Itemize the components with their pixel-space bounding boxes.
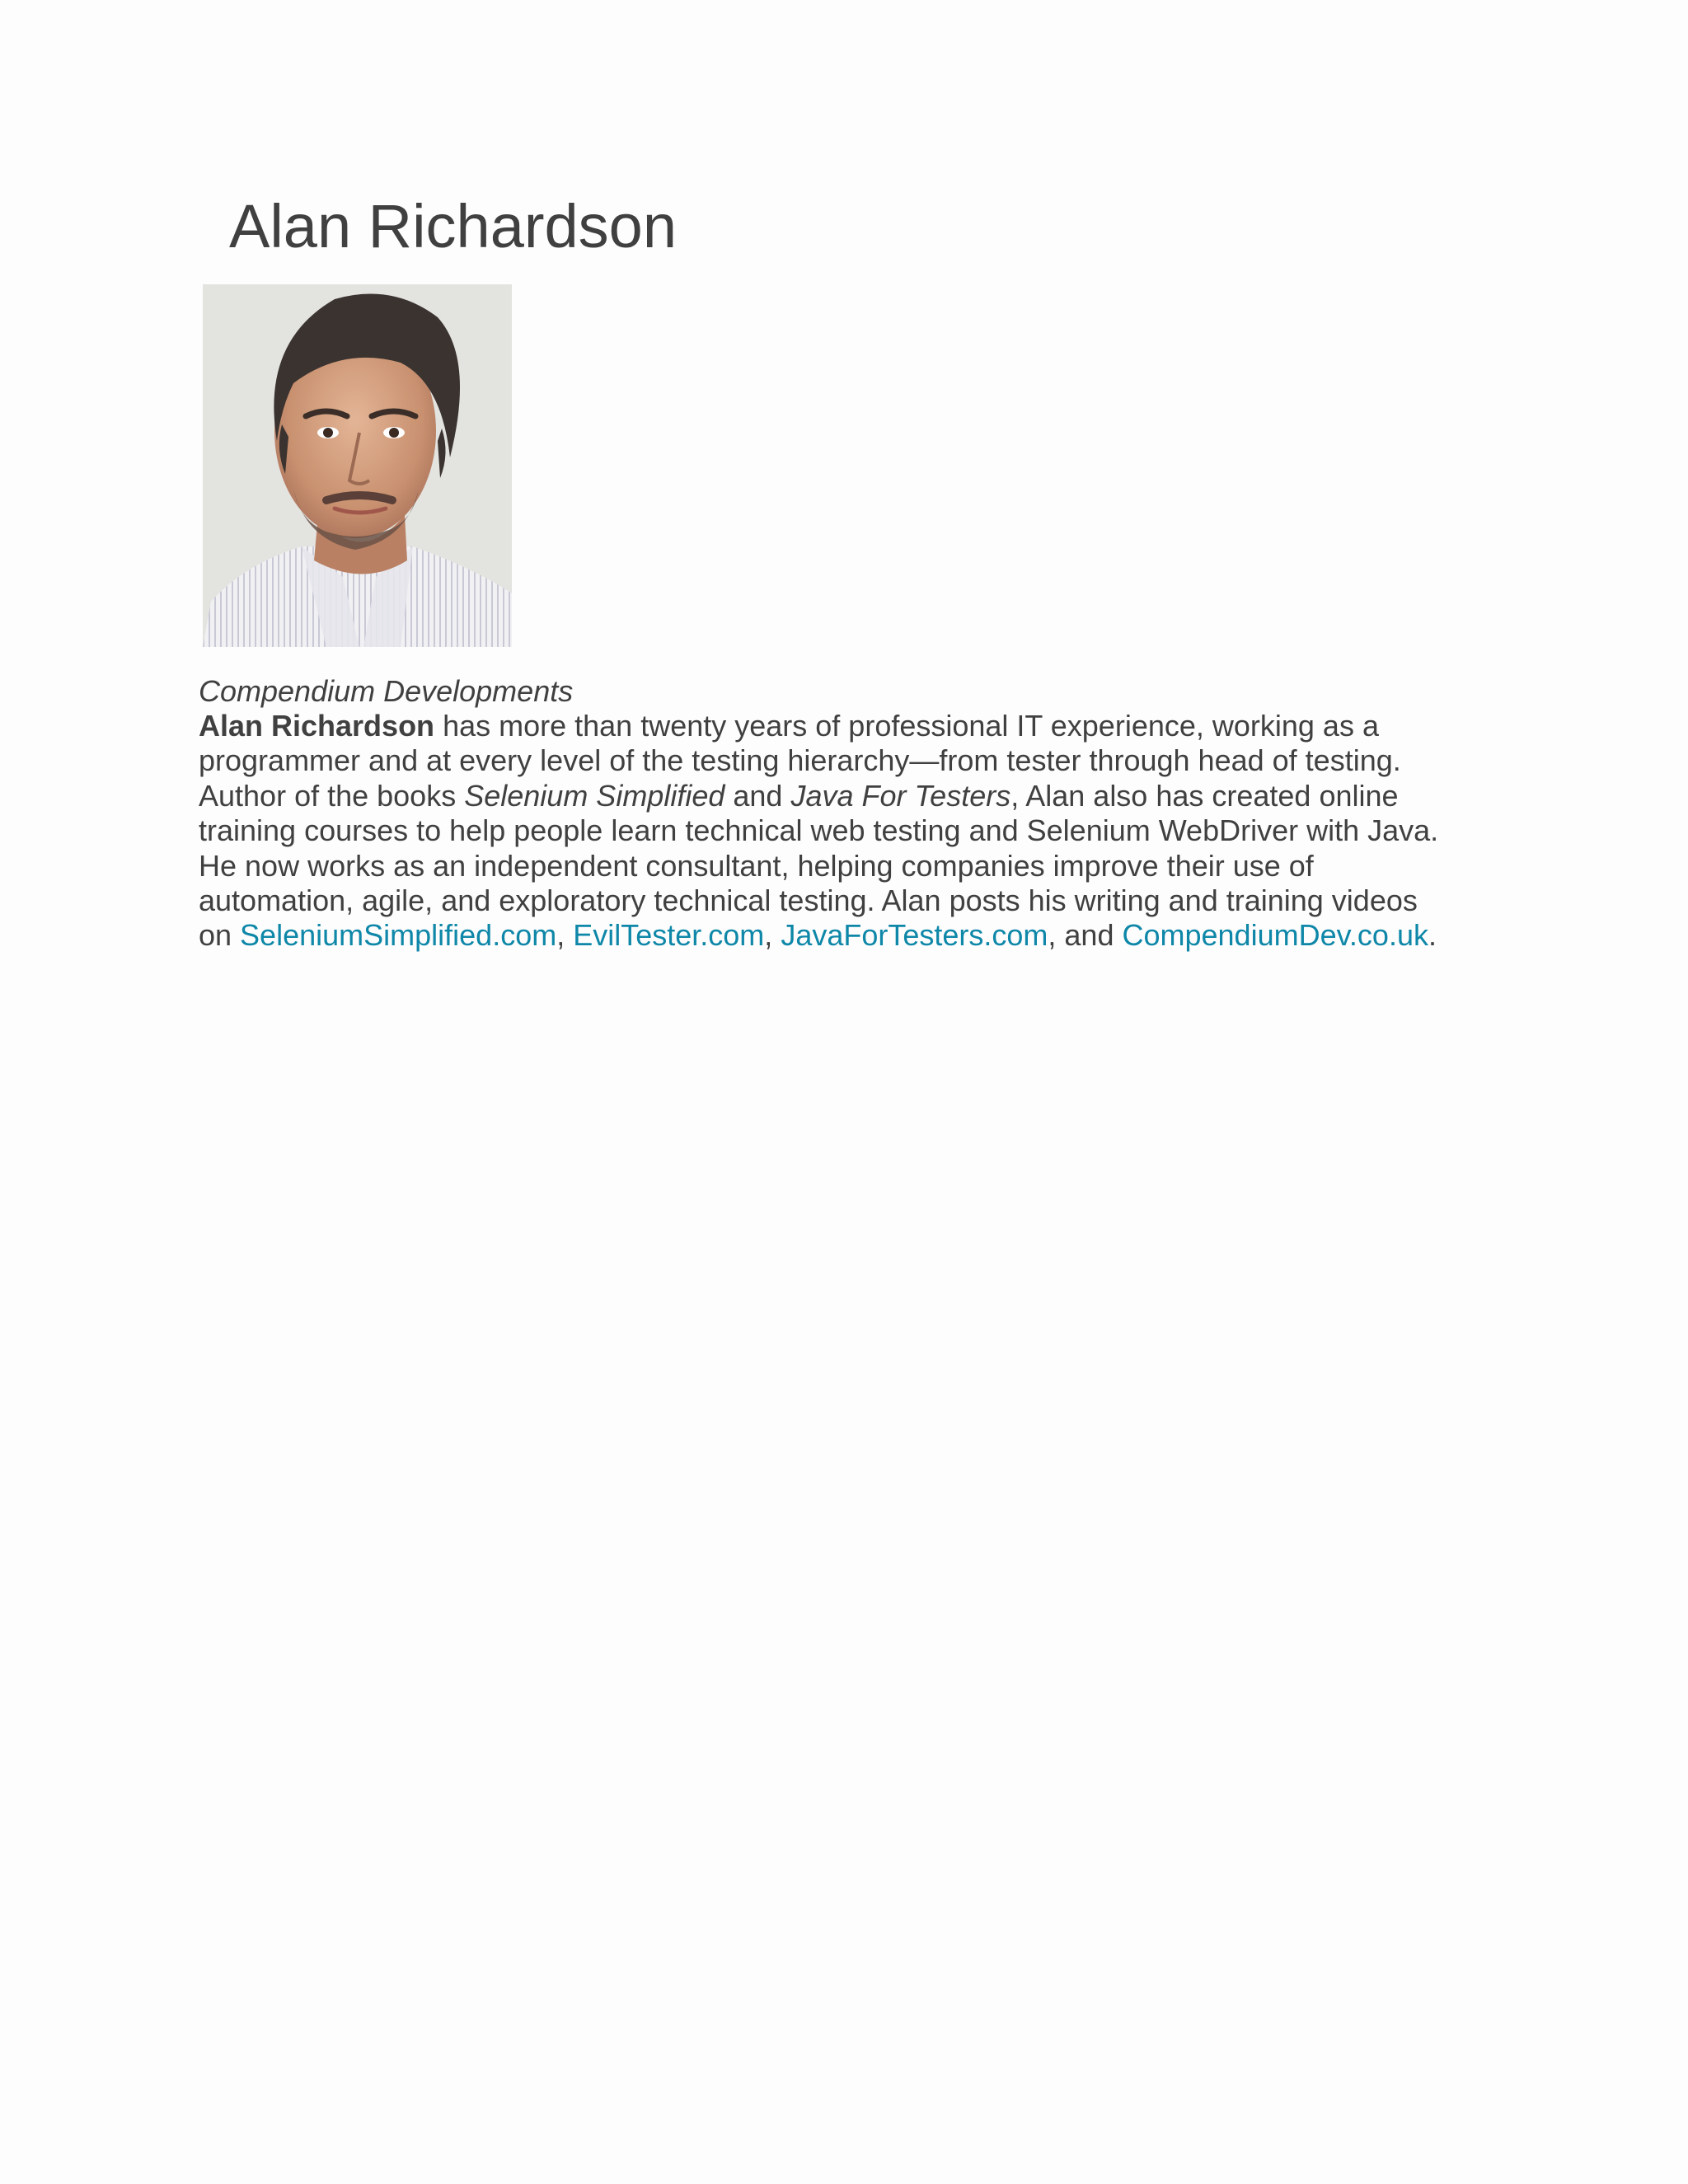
link-java-for-testers[interactable]: JavaForTesters.com: [781, 918, 1048, 953]
bio-line-5: He now works as an independent consultant, helping companies improve their use of: [199, 848, 1314, 883]
bio-line-4: training courses to help people learn technical web testing and Selenium WebDriver with Java.: [199, 813, 1439, 848]
bio-text: and: [724, 778, 791, 813]
link-selenium-simplified[interactable]: SeleniumSimplified.com: [240, 918, 557, 953]
link-compendium-dev[interactable]: CompendiumDev.co.uk: [1122, 918, 1428, 953]
author-bio: [199, 709, 1534, 954]
bio-text: , Alan also has created online: [1010, 778, 1399, 813]
page-title: Alan Richardson: [229, 192, 677, 260]
period: .: [1428, 918, 1437, 953]
bio-line-6: automation, agile, and exploratory technical testing. Alan posts his writing and training videos: [199, 883, 1418, 918]
bio-line-7: [199, 918, 1534, 953]
bio-text: has more than twenty years of professional IT experience, working as a: [434, 709, 1379, 743]
link-evil-tester[interactable]: EvilTester.com: [573, 918, 765, 953]
separator: , and: [1048, 918, 1123, 953]
bio-line-1: [199, 709, 1534, 743]
author-affiliation: Compendium Developments: [199, 674, 574, 708]
author-photo: [203, 284, 512, 647]
separator: ,: [556, 918, 574, 953]
book-title-selenium-simplified: Selenium Simplified: [464, 778, 725, 813]
book-title-java-for-testers: Java For Testers: [790, 778, 1011, 813]
bio-text: on: [199, 918, 241, 953]
bio-text: Author of the books: [199, 778, 465, 813]
bio-author-name: Alan Richardson: [199, 709, 435, 743]
bio-line-3: [199, 779, 1534, 813]
bio-line-2: programmer and at every level of the testing hierarchy—from tester through head of testing.: [199, 743, 1401, 778]
separator: ,: [764, 918, 781, 953]
